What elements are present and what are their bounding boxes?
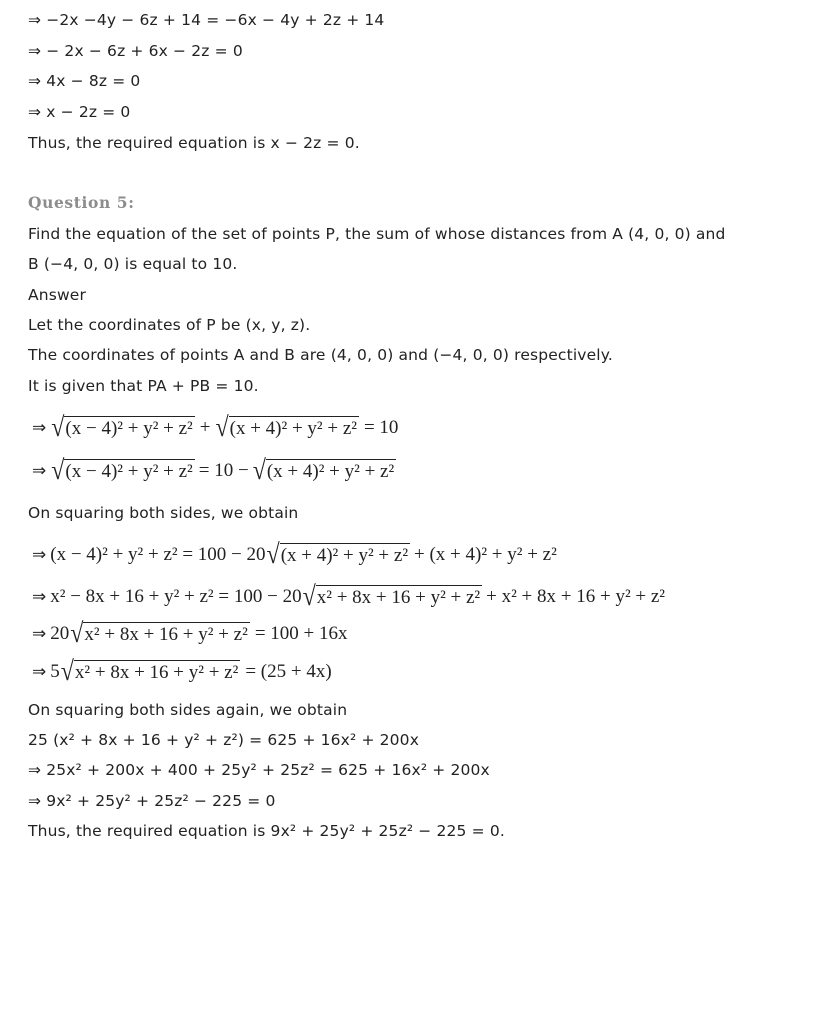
text-line: On squaring both sides, we obtain: [28, 504, 299, 522]
equation: [32, 542, 557, 568]
implies-arrow: ⇒: [32, 545, 47, 565]
implies-arrow: ⇒: [32, 587, 47, 607]
equation-lhs: (x − 4)² + y² + z² = 100 − 20: [50, 544, 266, 565]
conclusion-line: Thus, the required equation is 9x² + 25y² + 25z² − 225 = 0.: [28, 822, 505, 840]
text-line: ⇒ 4x − 8z = 0: [28, 72, 141, 90]
equation-rhs: = (25 + 4x): [245, 661, 332, 682]
equation-rhs: = 10: [363, 417, 399, 438]
square-root: √ (x + 4)² + y² + z²: [252, 456, 395, 486]
radicand: x² + 8x + 16 + y² + z²: [316, 587, 481, 608]
text-line: The coordinates of points A and B are (4, 0, 0) and (−4, 0, 0) respectively.: [28, 346, 613, 364]
implies-arrow: ⇒: [32, 662, 47, 682]
equation-tail: + x² + 8x + 16 + y² + z²: [486, 586, 665, 607]
radicand: x² + 8x + 16 + y² + z²: [74, 662, 239, 683]
equation: [32, 659, 332, 685]
implies-arrow: ⇒: [32, 624, 47, 644]
question-text: B (−4, 0, 0) is equal to 10.: [28, 255, 238, 273]
text-line: 25 (x² + 8x + 16 + y² + z²) = 625 + 16x² + 200x: [28, 731, 420, 749]
radicand: (x + 4)² + y² + z²: [266, 461, 395, 482]
equation: [32, 415, 398, 441]
equation: [32, 584, 665, 610]
square-root: √ (x − 4)² + y² + z²: [51, 413, 193, 443]
answer-label: Answer: [28, 286, 86, 304]
equation-lhs: x² − 8x + 16 + y² + z² = 100 − 20: [50, 586, 302, 607]
text-line: On squaring both sides again, we obtain: [28, 701, 348, 719]
text-line: ⇒ −2x −4y − 6z + 14 = −6x − 4y + 2z + 14: [28, 11, 385, 29]
equation: [32, 458, 397, 484]
text-line: It is given that PA + PB = 10.: [28, 377, 259, 395]
operator: +: [199, 417, 211, 438]
equation-tail: + (x + 4)² + y² + z²: [414, 544, 557, 565]
square-root: √ (x + 4)² + y² + z²: [215, 413, 357, 443]
coefficient: 20: [50, 623, 70, 644]
question-text: Find the equation of the set of points P, the sum of whose distances from A (4, 0, 0) and: [28, 225, 726, 243]
square-root: √ x² + 8x + 16 + y² + z²: [302, 582, 481, 612]
radicand: (x − 4)² + y² + z²: [65, 461, 193, 482]
text-line: Let the coordinates of P be (x, y, z).: [28, 316, 311, 334]
text-line: ⇒ x − 2z = 0: [28, 103, 131, 121]
text-line: ⇒ 25x² + 200x + 400 + 25y² + 25z² = 625 + 16x² + 200x: [28, 761, 490, 779]
radicand: (x + 4)² + y² + z²: [229, 418, 357, 439]
question-heading: Question 5:: [28, 193, 135, 212]
coefficient: 5: [50, 661, 60, 682]
square-root: √ x² + 8x + 16 + y² + z²: [70, 619, 248, 649]
equation-middle: = 10 −: [198, 460, 249, 481]
square-root: √ x² + 8x + 16 + y² + z²: [60, 657, 239, 687]
implies-arrow: ⇒: [32, 418, 47, 438]
implies-arrow: ⇒: [32, 461, 47, 481]
text-line: ⇒ 9x² + 25y² + 25z² − 225 = 0: [28, 792, 276, 810]
square-root: √ (x + 4)² + y² + z²: [266, 540, 409, 570]
equation-rhs: = 100 + 16x: [254, 623, 348, 644]
square-root: √ (x − 4)² + y² + z²: [51, 456, 193, 486]
radicand: (x − 4)² + y² + z²: [65, 418, 193, 439]
radicand: (x + 4)² + y² + z²: [280, 545, 409, 566]
radicand: x² + 8x + 16 + y² + z²: [84, 624, 248, 645]
conclusion-line: Thus, the required equation is x − 2z = 0.: [28, 134, 360, 152]
equation: [32, 621, 348, 647]
text-line: ⇒ − 2x − 6z + 6x − 2z = 0: [28, 42, 243, 60]
